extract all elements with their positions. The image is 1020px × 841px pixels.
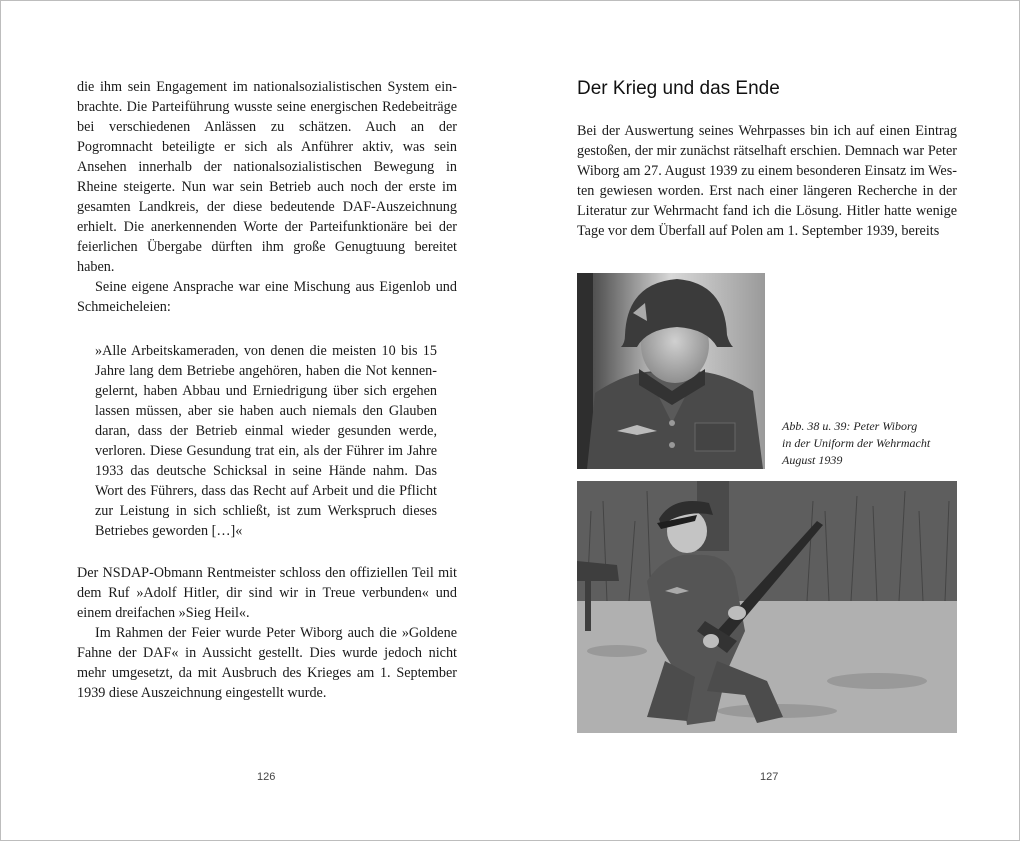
page-number: 127 <box>760 771 779 783</box>
page-number: 126 <box>257 771 276 783</box>
figure-caption <box>782 418 962 469</box>
paragraph: Seine eigene Ansprache war eine Mischung aus Eigenlob und Schmeicheleien: <box>77 279 457 315</box>
right-page-text <box>577 121 957 241</box>
paragraph: die ihm sein Engagement im nationalsozialistischen System einbrachte. Die Parteiführung wusste seine energischen Redebeiträge bei verschiedenen Anlässen zu schätzen. Auch an der Pogromnacht beteiligte er sich als Anführer aktiv, was sein Ansehen innerhalb der nationalsozialistischen Bewegung in Rheine steigerte. Nun war sein Betrieb auch noch der erste im gesamten Landkreis, der diese bedeutende DAF-Auszeichnung erhielt. Die anerkennenden Worte der Parteifunktionäre bei der feierlichen Übergabe dürften ihm große Genugtuung bereitet haben. <box>77 79 457 275</box>
soldier-portrait-photo <box>577 273 765 469</box>
section-heading: Der Krieg und das Ende <box>577 78 780 99</box>
kneeling-soldier-photo <box>577 481 957 733</box>
paragraph: Im Rahmen der Feier wurde Peter Wiborg auch die »Goldene Fahne der DAF« in Aussicht gestellt. Dies wurde jedoch nicht mehr umgesetzt, da mit Ausbruch des Krieges am 1. September 1939 diese Auszeichnung eingestellt wurde. <box>77 625 457 701</box>
caption-line: in der Uniform der Wehrmacht <box>782 436 931 450</box>
left-page-text <box>77 77 457 703</box>
caption-line: August 1939 <box>782 453 843 467</box>
paragraph: Der NSDAP-Obmann Rentmeister schloss den offiziellen Teil mit dem Ruf »Adolf Hitler, dir sind wir in Treue verbunden« und einem dreifachen »Sieg Heil«. <box>77 565 457 621</box>
left-page <box>1 1 510 840</box>
caption-line: Abb. 38 u. 39: Peter Wiborg <box>782 419 918 433</box>
paragraph: Bei der Auswertung seines Wehrpasses bin ich auf einen Eintrag gestoßen, der mir zunächst rätselhaft erschien. Demnach war Peter Wiborg am 27. August 1939 zu einem besonderen Einsatz im Westen gewiesen worden. Erst nach einer längeren Recherche in der Literatur zur Wehrmacht fand ich die Lösung. Hitler hatte wenige Tage vor dem Überfall auf Polen am 1. September 1939, bereits <box>577 123 957 239</box>
right-page <box>510 1 1019 840</box>
block-quote: »Alle Arbeitskameraden, von denen die meisten 10 bis 15 Jahre lang dem Betriebe angehören, haben die Not kennengelernt, haben Abbau und Erniedrigung über sich ergehen lassen müssen, aber sie haben auch niemals den Glauben daran, dass der Betrieb einmal wieder gesunden werde, verloren. Diese Gesundung trat ein, als der Führer im Jahre 1933 das deutsche Schicksal in seine Hände nahm. Das Wort des Führers, dass das Recht auf Arbeit und die Pflicht zur Leistung in sich schließt, ist zum Werkspruch dieses Betriebes geworden […]« <box>95 343 437 539</box>
